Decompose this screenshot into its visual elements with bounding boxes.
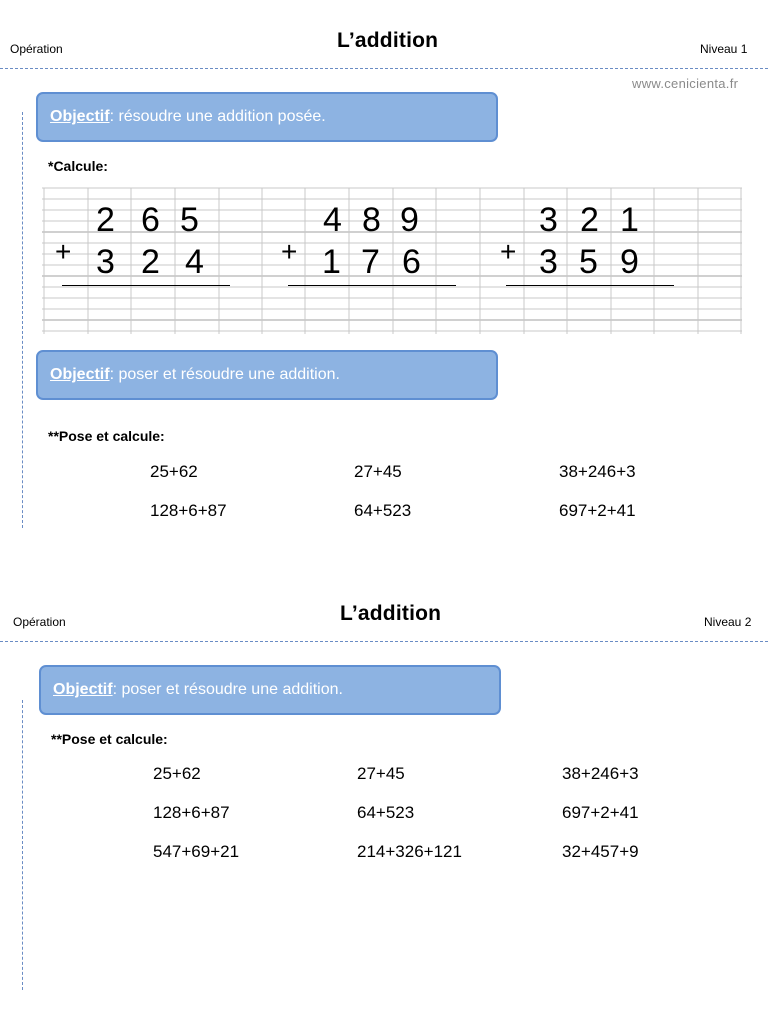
objective-text: : poser et résoudre une addition. <box>109 366 340 383</box>
section-title-pose-calcule: **Pose et calcule: <box>48 428 165 444</box>
header-divider <box>0 68 768 69</box>
objective-box <box>36 350 498 400</box>
digit: 9 <box>620 243 639 281</box>
page-title: L’addition <box>337 29 439 52</box>
digit: 9 <box>400 201 419 239</box>
digit: 5 <box>180 201 199 239</box>
exercise-expression: 547+69+21 <box>153 842 240 861</box>
objective-box <box>39 665 501 715</box>
plus-sign: + <box>281 236 298 267</box>
digit: 4 <box>323 201 342 239</box>
digit: 3 <box>539 243 558 281</box>
digit: 6 <box>141 201 160 239</box>
digit: 3 <box>96 243 115 281</box>
exercise-expression: 128+6+87 <box>153 803 230 822</box>
objective-label: Objectif <box>50 108 110 125</box>
sum-line <box>62 285 230 286</box>
header-left-label: Opération <box>10 42 63 56</box>
objective-label: Objectif <box>53 681 113 698</box>
page-title: L’addition <box>340 602 442 625</box>
header-left-label: Opération <box>13 615 66 629</box>
digit: 8 <box>362 201 381 239</box>
plus-sign: + <box>55 236 72 267</box>
header-divider <box>0 641 768 642</box>
exercise-expression: 25+62 <box>153 764 201 783</box>
digit: 5 <box>579 243 598 281</box>
digit: 4 <box>185 243 204 281</box>
objective-box <box>36 92 498 142</box>
exercise-expression: 214+326+121 <box>357 842 462 861</box>
objective-text: : résoudre une addition posée. <box>109 108 326 125</box>
margin-line <box>22 700 23 990</box>
exercise-expression: 32+457+9 <box>562 842 639 861</box>
plus-sign: + <box>500 236 517 267</box>
exercise-expression: 697+2+41 <box>559 501 636 520</box>
digit: 2 <box>141 243 160 281</box>
section-title-calcule: *Calcule: <box>48 158 108 174</box>
exercise-expression: 38+246+3 <box>562 764 639 783</box>
digit: 7 <box>361 243 380 281</box>
exercise-expression: 27+45 <box>354 462 402 481</box>
digit: 2 <box>580 201 599 239</box>
exercise-expression: 128+6+87 <box>150 501 227 520</box>
exercise-expression: 64+523 <box>354 501 412 520</box>
digit: 6 <box>402 243 421 281</box>
digit: 3 <box>539 201 558 239</box>
exercise-expression: 27+45 <box>357 764 405 783</box>
header-level-label: Niveau 1 <box>700 42 748 56</box>
digit: 1 <box>620 201 639 239</box>
header-level-label: Niveau 2 <box>704 615 752 629</box>
exercise-expression: 697+2+41 <box>562 803 639 822</box>
digit: 2 <box>96 201 115 239</box>
objective-label: Objectif <box>50 366 110 383</box>
website-label: www.cenicienta.fr <box>632 76 739 91</box>
digit: 1 <box>322 243 341 281</box>
objective-text: : poser et résoudre une addition. <box>112 681 343 698</box>
exercise-expression: 25+62 <box>150 462 198 481</box>
exercise-expression: 64+523 <box>357 803 415 822</box>
margin-line <box>22 112 23 528</box>
sum-line <box>506 285 674 286</box>
sum-line <box>288 285 456 286</box>
exercise-expression: 38+246+3 <box>559 462 636 481</box>
section-title-pose-calcule: **Pose et calcule: <box>51 731 168 747</box>
